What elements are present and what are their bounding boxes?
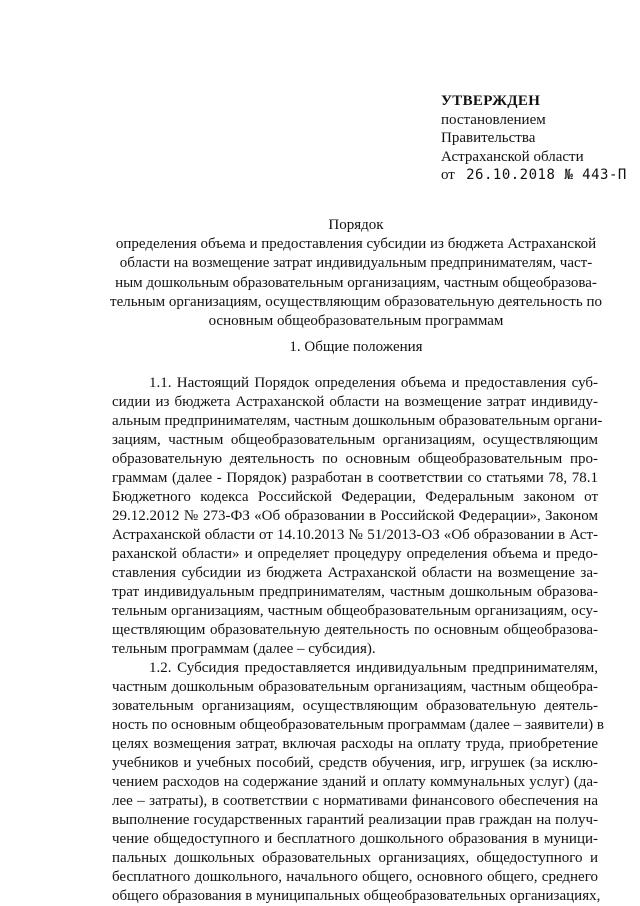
paragraph-line: тельным организациям, частным общеобразовательным организациям, осу- xyxy=(112,603,598,619)
approval-date-prefix: от xyxy=(441,167,455,183)
paragraph-line: граммам (далее - Порядок) разработан в соответствии со статьями 78, 78.1 xyxy=(112,470,598,486)
approval-line: постановлением xyxy=(441,111,546,128)
approval-title: УТВЕРЖДЕН xyxy=(441,93,541,109)
paragraph-line: сидии из бюджета Астраханской области на возмещение затрат индивиду- xyxy=(112,394,598,410)
document-subtitle-line: ным дошкольным образовательным организациям, частным общеобразова- xyxy=(115,274,597,291)
paragraph-line: лее – затраты), в соответствии с нормативами финансового обеспечения на xyxy=(112,793,598,809)
document-body xyxy=(112,374,604,906)
section-title: 1. Общие положения xyxy=(289,339,423,355)
paragraph-line: ность по основным общеобразовательным программам (далее – заявители) в xyxy=(112,717,604,733)
paragraph-line: частным дошкольным образовательным организациям, частным общеобра- xyxy=(112,679,598,695)
paragraph-line: раханской области» и определяет процедуру определения объема и предо- xyxy=(112,546,598,562)
paragraph-line: зациям, частным общеобразовательным организациям, осуществляющим xyxy=(112,432,598,448)
paragraph-line: целях возмещения затрат, включая расходы на оплату труда, приобретение xyxy=(112,736,598,752)
approval-line: Правительства xyxy=(441,130,536,146)
approval-date xyxy=(441,166,631,185)
paragraph-line: выполнение государственных гарантий реализации прав граждан на получ- xyxy=(112,812,598,828)
document-subtitle-line: области на возмещение затрат индивидуальным предпринимателям, част- xyxy=(119,255,593,272)
paragraph-line: Бюджетного кодекса Российской Федерации, Федеральным законом от xyxy=(112,489,598,505)
paragraph-line: общего образования в муниципальных общеобразовательных организациях, xyxy=(112,888,601,904)
document-title: Порядок xyxy=(328,217,384,233)
approval-line: Астраханской области xyxy=(441,148,584,165)
paragraph-line: трат индивидуальным предпринимателям, частным дошкольным образова- xyxy=(112,584,598,600)
document-subtitle-line: определения объема и предоставления субсидии из бюджета Астраханской xyxy=(115,236,597,253)
paragraph-line: учебников и учебных пособий, средств обучения, игр, игрушек (за исклю- xyxy=(112,755,598,771)
paragraph-line: ществляющим образовательную деятельность по основным общеобразова- xyxy=(112,622,598,638)
paragraph-line: альным предпринимателям, частным дошкольным образовательным органи- xyxy=(112,413,603,429)
paragraph-line: зовательным организациям, осуществляющим образовательную деятель- xyxy=(112,698,598,714)
document-heading xyxy=(100,216,612,331)
paragraph-line: Астраханской области от 14.10.2013 № 51/2013-ОЗ «Об образовании в Аст- xyxy=(112,527,598,543)
paragraph-line: 1.2. Субсидия предоставляется индивидуальным предпринимателям, xyxy=(149,660,598,676)
approval-stamp xyxy=(441,92,631,185)
paragraph-line: чение общедоступного и бесплатного дошкольного образования в муници- xyxy=(112,831,598,847)
document-subtitle-line: тельным организациям, осуществляющим образовательную деятельность по xyxy=(110,293,602,310)
paragraph-line: бесплатного дошкольного, начального общего, основного общего, среднего xyxy=(112,869,598,885)
paragraph-line: тельным программам (далее – субсидия). xyxy=(112,641,376,657)
approval-date-value: 26.10.2018 № 443-П xyxy=(466,167,627,183)
paragraph-line: ставления субсидии из бюджета Астраханской области на возмещение за- xyxy=(112,565,598,581)
paragraph-line: образовательную деятельность по основным общеобразовательным про- xyxy=(112,451,598,467)
paragraph-line: 1.1. Настоящий Порядок определения объема и предоставления суб- xyxy=(149,375,598,391)
paragraph-line: пальных дошкольных образовательных организациях, общедоступного и xyxy=(112,850,598,866)
document-subtitle-line: основным общеобразовательным программам xyxy=(208,313,504,330)
paragraph-line: чением расходов на содержание зданий и оплату коммунальных услуг) (да- xyxy=(112,774,598,790)
paragraph-line: 29.12.2012 № 273-ФЗ «Об образовании в Российской Федерации», Законом xyxy=(112,508,598,524)
